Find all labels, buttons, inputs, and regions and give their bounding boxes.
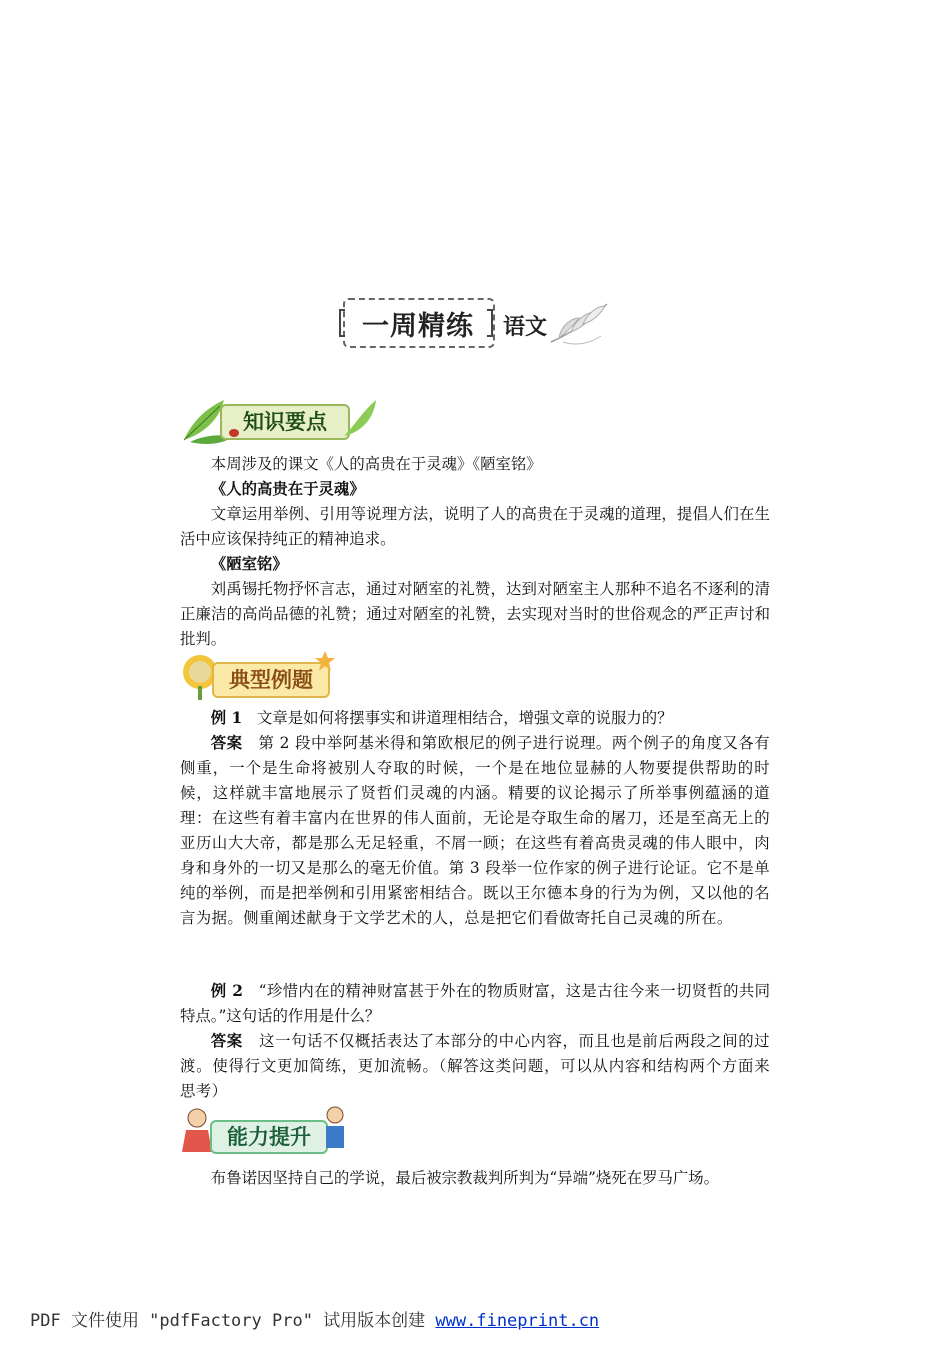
- star-icon: [314, 650, 336, 672]
- knowledge-intro: 本周涉及的课文《人的高贵在于灵魂》《陋室铭》: [210, 455, 542, 473]
- ability-text: 布鲁诺因坚持自己的学说，最后被宗教裁判所判为“异端”烧死在罗马广场。: [210, 1169, 720, 1187]
- example1-label: 例 1: [210, 709, 243, 727]
- leaf-icon: [340, 396, 380, 446]
- lesson2-title: 《陋室铭》: [210, 555, 288, 573]
- page-header-banner: [335, 290, 615, 356]
- right-bracket-ornament: [485, 308, 495, 338]
- example1-answer: 第 2 段中举阿基米得和第欧根尼的例子进行说理。两个例子的角度又各有侧重，一个是生命将被别人夺取的时候，一个是在地位显赫的人物要提供帮助的时候，这样就丰富地展示了贤哲们灵魂的内涵。精要的议论揭示了所举事例蕴涵的道理：在这些有着丰富内在世界的伟人面前，无论是夺取生命的屠刀，还是至高无上的亚历山大大帝，都是那么无足轻重，不屑一顾；在这些有着高贵灵魂的伟人眼中，肉身和身外的一切又是那么的毫无价值。第 3 段举一位作家的例子进行论证。它不是单纯的举例，而是把举例和引用紧密相结合。既以王尔德本身的行为为例，又以他的名言为据。侧重阐述献身于文学艺术的人，总是把它们看做寄托自己灵魂的所在。: [180, 734, 770, 927]
- footer-link[interactable]: www.fineprint.cn: [435, 1311, 600, 1331]
- section-badge-ability: [180, 1104, 350, 1160]
- example2-answer-label: 答案: [210, 1032, 243, 1050]
- section-badge-examples: [178, 650, 338, 702]
- section-title-ability: 能力提升: [210, 1120, 328, 1154]
- lesson1-body: 文章运用举例、引用等说理方法，说明了人的高贵在于灵魂的道理，提倡人们在生活中应该保持纯正的精神追求。: [180, 505, 770, 548]
- header-subject: 语文: [503, 315, 548, 340]
- lesson2-body: 刘禹锡托物抒怀言志，通过对陋室的礼赞，达到对陋室主人那种不追名不逐利的清正廉洁的高尚品德的礼赞；通过对陋室的礼赞，去实现对当时的世俗观念的严正声讨和批判。: [180, 580, 770, 648]
- example2-question-line: [180, 979, 770, 1029]
- example1-answer-label: 答案: [210, 734, 243, 752]
- feather-ornament-icon: [545, 296, 613, 352]
- header-title: 一周精练: [362, 311, 474, 342]
- example2-label: 例 2: [210, 982, 243, 1000]
- girl-figure-icon: [180, 1106, 214, 1158]
- footer-prefix: PDF 文件使用 "pdfFactory Pro" 试用版本创建: [30, 1311, 436, 1331]
- lesson1-title: 《人的高贵在于灵魂》: [210, 480, 365, 498]
- ladybug-icon: [228, 428, 240, 438]
- example2-answer: 这一句话不仅概括表达了本部分的中心内容，而且也是前后两段之间的过渡。使得行文更加简练，更加流畅。（解答这类问题，可以从内容和结构两个方面来思考）: [180, 1032, 770, 1100]
- boy-figure-icon: [320, 1104, 350, 1156]
- section-badge-knowledge: [180, 396, 380, 446]
- example1-question: 文章是如何将摆事实和讲道理相结合，增强文章的说服力的？: [256, 709, 673, 727]
- example1-answer-block: [180, 731, 770, 931]
- pdf-footer: [30, 1306, 599, 1331]
- section-title-examples: 典型例题: [212, 662, 330, 698]
- example2-answer-block: [180, 1029, 770, 1104]
- section-title-knowledge: 知识要点: [220, 404, 350, 440]
- example1-question-line: [180, 706, 770, 731]
- example2-question: “珍惜内在的精神财富甚于外在的物质财富，这是古往今来一切贤哲的共同特点。”这句话的作用是什么？: [180, 982, 771, 1025]
- left-bracket-ornament: [337, 308, 347, 338]
